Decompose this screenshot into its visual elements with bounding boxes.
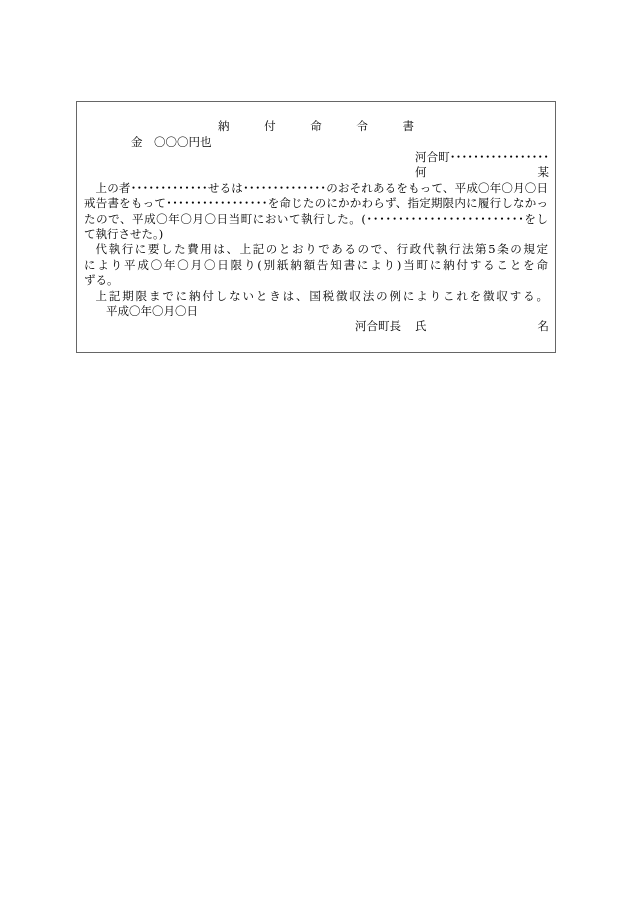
- payment-order-document: [76, 101, 556, 353]
- paragraph-line: により平成〇年〇月〇日限り(別紙納額告知書により)当町に納付することを命: [84, 257, 548, 272]
- paragraph-line: 戒告書をもって･････････････････を命じたのにかかわらず、指定期限内に履行しなかっ: [84, 196, 548, 211]
- issue-date: 平成〇年〇月〇日: [106, 303, 198, 318]
- addressee-address: 河合町･････････････････: [415, 150, 549, 165]
- issuer-name-label: 氏名: [415, 319, 549, 334]
- paragraph-collection-warning: [77, 289, 555, 304]
- paragraph-line: 上の者･････････････せるは･･････････････のおそれあるをもって、平成〇年〇月〇日: [95, 180, 548, 195]
- paragraph-line: 代執行に要した費用は、上記のとおりであるので、行政代執行法第5条の規定: [95, 242, 548, 257]
- paragraph-line: ずる。: [84, 273, 119, 288]
- paragraph-cost-payment-order: [77, 242, 555, 288]
- addressee-name: 何某: [415, 165, 549, 180]
- amount-label: 金: [131, 134, 143, 149]
- document-title: 納付命令書: [218, 119, 414, 134]
- paragraph-line: たので、平成〇年〇月〇日当町において執行した。(･････････････････････････をし: [84, 211, 548, 226]
- issuer-signature-line: [77, 319, 555, 334]
- amount-line: [131, 135, 555, 150]
- paragraph-line: て執行させた。): [84, 227, 164, 242]
- paragraph-execution-notice: [77, 181, 555, 243]
- amount-value: 〇〇〇円也: [154, 134, 212, 149]
- paragraph-line: 上記期限までに納付しないときは、国税徴収法の例によりこれを徴収する。: [95, 288, 548, 303]
- issuer-title: 河合町長: [355, 319, 401, 334]
